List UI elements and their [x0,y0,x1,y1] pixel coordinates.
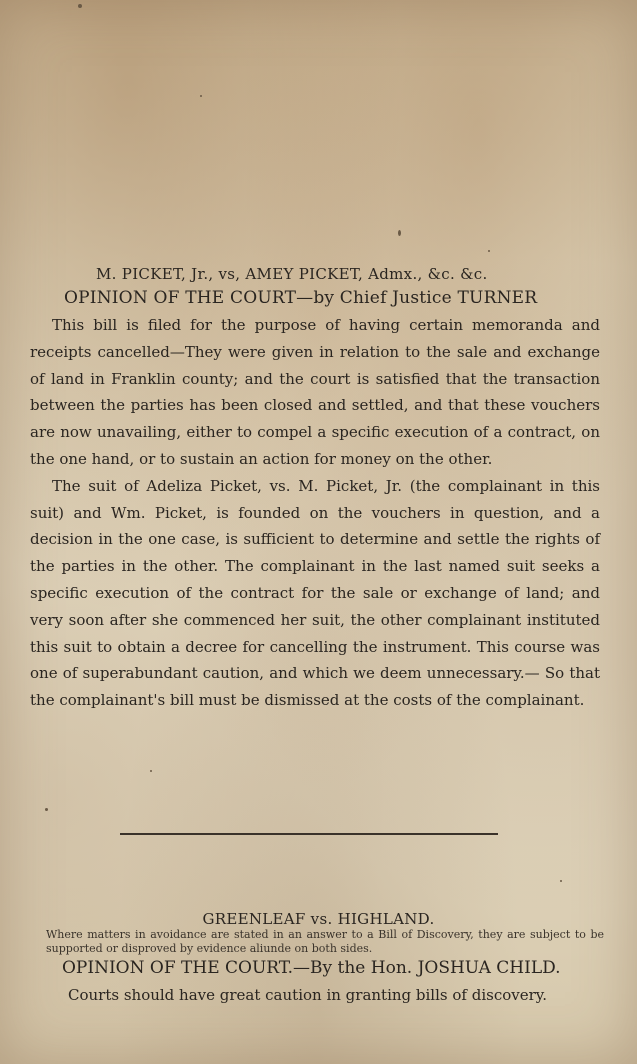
opinion-paragraph: This bill is filed for the purpose of having certain memoranda and receipts cancelled—They were given in relation to the sale and exchange of land in Franklin county; and the court is satisfied that the transaction between the parties has been closed and settled, and that these vouchers are now unavailing, either to compel a specific execution of a contract, on the one hand, or to sustain an action for money on the other. [30,316,600,468]
headnote: Where matters in avoidance are stated in an answer to a Bill of Discovery, they are subject to be supported or disproved by evidence aliunde on both sides. [46,928,604,955]
ink-speck [150,770,152,772]
case-caption: M. PICKET, Jr., vs, AMEY PICKET, Admx., &c. &c. [96,265,488,283]
opinion-heading: OPINION OF THE COURT—by Chief Justice TURNER [64,288,538,308]
ink-speck [560,880,562,882]
ink-speck [488,250,490,252]
ink-speck [45,808,48,811]
syllabus-line: Courts should have great caution in granting bills of discovery. [68,986,548,1004]
opinion-heading-2: OPINION OF THE COURT.—By the Hon. JOSHUA CHILD. [62,958,561,978]
ink-speck [78,4,82,8]
ink-speck [398,230,401,236]
ink-speck [200,95,202,97]
opinion-paragraph: The suit of Adeliza Picket, vs. M. Picket, Jr. (the complainant in this suit) and Wm. Picket, is founded on the vouchers in question, and a decision in the one case, is sufficient to determine and settle the rights of the parties in the other. The complainant in the last named suit seeks a specific execution of the contract for the sale or exchange of land; and very soon after she commenced her suit, the other complainant instituted this suit to obtain a decree for cancelling the instrument. This course was one of superabundant caution, and which we deem unnecessary.— So that the complainant's bill must be dismissed at the costs of the complainant. [30,476,600,710]
case-caption-2: GREENLEAF vs. HIGHLAND. [202,910,435,928]
opinion-body [30,312,600,714]
section-divider [120,833,498,835]
